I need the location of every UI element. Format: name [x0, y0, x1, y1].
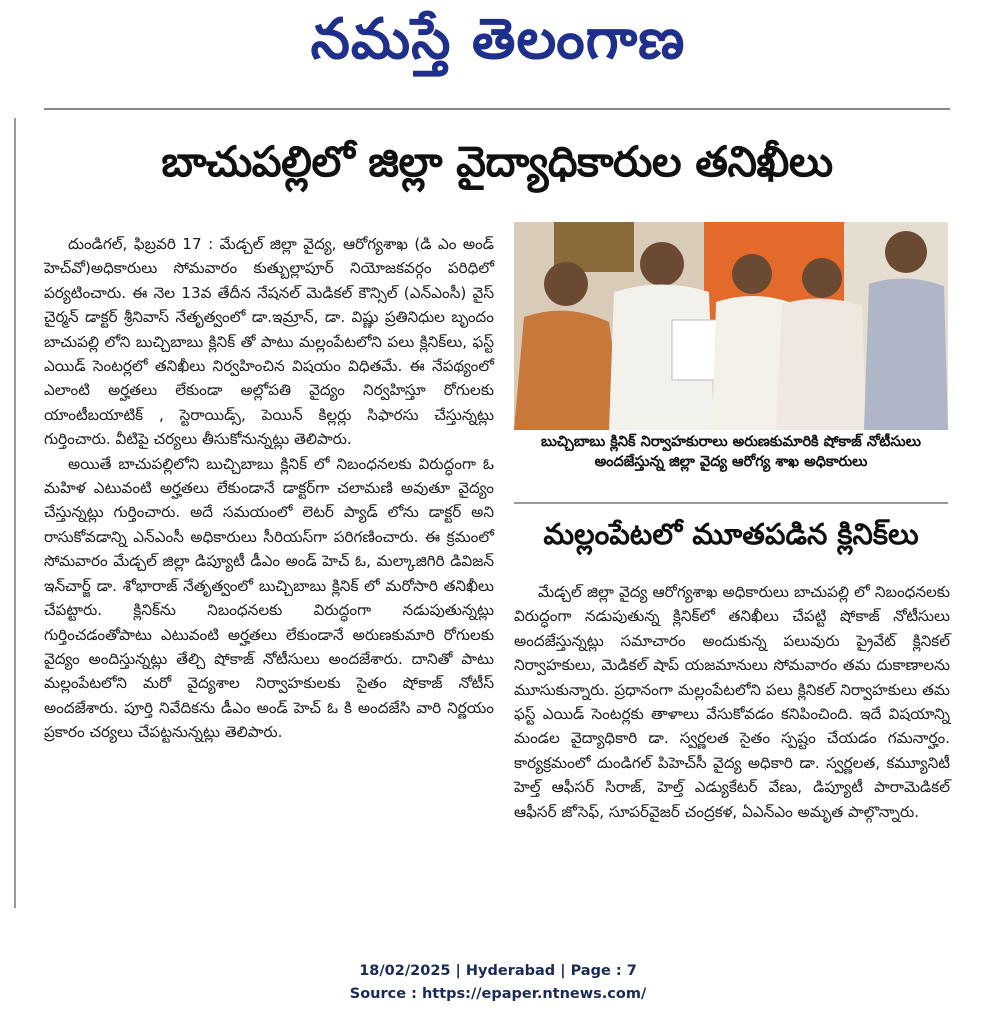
- article-headline: బాచుపల్లిలో జిల్లా వైద్యాధికారుల తనిఖీలు: [161, 137, 833, 186]
- subhead-rule: [514, 502, 948, 504]
- masthead-title: నమస్తే తెలంగాణ: [310, 7, 686, 72]
- article-paragraph: అయితే బాచుపల్లిలోని బుచ్చిబాబు క్లినిక్ లో నిబంధనలకు విరుద్ధంగా ఓ మహిళ ఎటువంటి అర్హతలు లేకుండానే డాక్టర్‌గా చలామణి అవుతూ వైద్యం చేస్తున్నట్లు గుర్తించారు. అదే సమయంలో లెటర్ ప్యాడ్ లోను డాక్టర్ అని రాసుకోవడాన్ని ఎన్ఎంసీ అధికారులు సీరియస్‌గా పరిగణించారు. ఈ క్రమంలో సోమవారం మేడ్చల్ జిల్లా డిప్యూటీ డీఎం అండ్ హెచ్ ఓ, మల్కాజిగిరి డివిజన్ ఇన్‌చార్జ్ డా. శోభారాజ్ నేతృత్వంలో బుచ్చిబాబు క్లినిక్ లో మరోసారి తనిఖీలు చేపట్టారు. క్లినిక్‌ను నిబంధనలకు విరుద్ధంగా నడుపుతున్నట్లు గుర్తించడంతోపాటు ఎటువంటి అర్హతలు లేకుండానే అరుణకుమారి రోగులకు వైద్యం అందిస్తున్నట్లు తేల్చి షోకాజ్ నోటీసులు అందజేశారు. దానితో పాటు మల్లంపేటలోని మరో వైద్యశాల నిర్వాహకులకు సైతం షోకాజ్ నోటీస్ అందజేశారు. పూర్తి నివేదికను డీఎం అండ్ హెచ్ ఓ కి అందజేసి వారి నిర్ణయం ప్రకారం చర్యలు చేపట్టనున్నట్లు తెలిపారు.: [44, 454, 494, 742]
- article-paragraph: మేడ్చల్ జిల్లా వైద్య ఆరోగ్యశాఖ అధికారులు బాచుపల్లి లో నిబంధనలకు విరుద్ధంగా నడుపుతున్న క్లినిక్‌లో తనిఖీలు చేపట్టి షోకాజ్ నోటీసులు అందజేస్తున్నట్లు సమాచారం అందుకున్న పలువురు ప్రైవేట్ క్లినికల్ నిర్వాహకులు, మెడికల్ షాప్ యజమానులు సోమవారం తమ దుకాణాలను మూసుకున్నారు. ప్రధానంగా మల్లంపేటలోని పలు క్లినికల్ నిర్వాహకులు తమ ఫస్ట్ ఎయిడ్ సెంటర్లకు తాళాలు వేసుకోవడం కనిపించింది. ఇదే విషయాన్ని మండల వైద్యాధికారి డా. స్వర్ణలత సైతం స్పష్టం చేయడం గమనార్హం. కార్యక్రమంలో దుండిగల్ పిహెచ్‌సీ వైద్య అధికారి డా. స్వర్ణలత, కమ్యూనిటీ హెల్త్ ఆఫీసర్ సిరాజ్, హెల్త్ ఎడ్యుకేటర్ వేణు, డిప్యూటీ పారామెడికల్ ఆఫీసర్ జోసెఫ్, సూపర్‌వైజర్ చంద్రకళ, ఏఎన్ఎం అమృత పాల్గొన్నారు.: [514, 583, 950, 821]
- left-rule: [14, 118, 16, 908]
- news-photo: [514, 222, 948, 430]
- masthead: [0, 0, 996, 90]
- article-left-column: [44, 232, 494, 745]
- footer-source-line: Source : https://epaper.ntnews.com/: [349, 986, 647, 1002]
- article-right-column: [514, 580, 950, 824]
- news-photo-illustration: [514, 222, 948, 430]
- article-paragraph: దుండిగల్, ఫిబ్రవరి 17 : మేడ్చల్ జిల్లా వైద్య, ఆరోగ్యశాఖ (డి ఎం అండ్ హెచ్‌వో)అధికారులు సోమవారం కుత్బుల్లాపూర్ నియోజకవర్గం పరిధిలో పర్యటించారు. ఈ నెల 13వ తేదీన నేషనల్ మెడికల్ కౌన్సిల్ (ఎన్ఎంసీ) వైస్ చైర్మన్ డాక్టర్ శ్రీనివాస్ నేతృత్వంలో డా.ఇమ్రాన్, డా. విష్ణు ప్రతినిధుల బృందం బాచుపల్లి లోని బుచ్చిబాబు క్లినిక్ తో పాటు మల్లంపేటలోని పలు క్లినిక్‌లు, ఫస్ట్ ఎయిడ్ సెంటర్లలో తనిఖీలు నిర్వహించిన విషయం విధితమే. ఈ నేపథ్యంలో ఎలాంటి అర్హతలు లేకుండా అల్లోపతి వైద్యం నిర్వహిస్తూ రోగులకు యాంటీబయాటిక్ , స్టెరాయిడ్స్, పెయిన్ కిల్లర్లు సిఫారసు చేస్తున్నట్లు గుర్తించారు. వీటిపై చర్యలు తీసుకోనున్నట్లు తెలిపారు.: [44, 235, 494, 449]
- article-subheadline: మల్లంపేటలో మూతపడిన క్లినిక్‌లు: [543, 517, 919, 551]
- photo-caption: బుచ్చిబాబు క్లినిక్ నిర్వాహకురాలు అరుణకుమారికి షోకాజ్ నోటీసులు అందజేస్తున్న జిల్లా వైద్య ఆరోగ్య శాఖ అధికారులు: [541, 434, 921, 470]
- footer-date-line: 18/02/2025 | Hyderabad | Page : 7: [359, 963, 637, 979]
- top-rule: [44, 108, 950, 110]
